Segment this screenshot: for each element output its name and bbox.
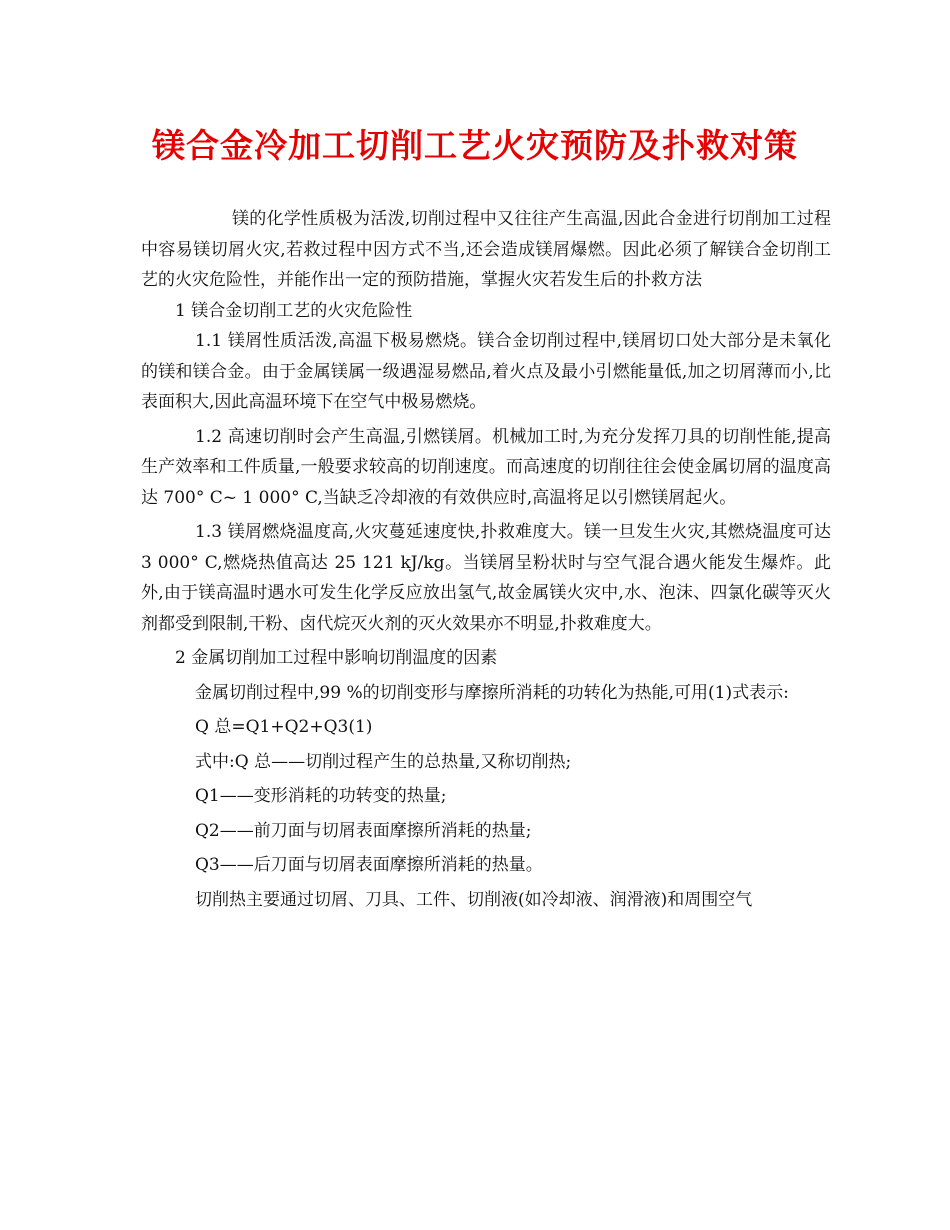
paragraph-1-1: 1.1 镁屑性质活泼,高温下极易燃烧。镁合金切削过程中,镁屑切口处大部分是未氧化的镁和镁合金。由于金属镁属一级遇湿易燃品,着火点及最小引燃能量低,加之切屑薄而小,比表面积大,因此高温环境下在空气中极易燃烧。 bbox=[141, 331, 831, 412]
formula-line: Q 总=Q1+Q2+Q3(1) bbox=[195, 717, 373, 737]
formula-q1: Q1——变形消耗的功转变的热量; bbox=[195, 786, 447, 806]
paragraph-1-3: 1.3 镁屑燃烧温度高,火灾蔓延速度快,扑救难度大。镁一旦发生火灾,其燃烧温度可达 3 000° C,燃烧热值高达 25 121 kJ/kg。当镁屑呈粉状时与空气混合遇火能发生爆炸。此外,由于镁高温时遇水可发生化学反应放出氢气,故金属镁火灾中,水、泡沫、四氯化碳等灭火剂都受到限制,干粉、卤代烷灭火剂的灭火效果亦不明显,扑救难度大。 bbox=[141, 522, 831, 634]
paragraph-2-intro: 金属切削过程中,99 %的切削变形与摩擦所消耗的功转化为热能,可用(1)式表示: bbox=[195, 682, 789, 703]
formula-q2: Q2——前刀面与切屑表面摩擦所消耗的热量; bbox=[195, 820, 532, 841]
formula-q3: Q3——后刀面与切屑表面摩擦所消耗的热量。 bbox=[195, 855, 543, 875]
paragraph-cutting-heat: 切削热主要通过切屑、刀具、工件、切削液(如冷却液、润滑液)和周围空气 bbox=[195, 889, 753, 910]
document-title: 镁合金冷加工切削工艺火灾预防及扑救对策 bbox=[152, 126, 798, 165]
section-heading-1: 1 镁合金切削工艺的火灾危险性 bbox=[175, 300, 413, 321]
paragraph-1-2: 1.2 高速切削时会产生高温,引燃镁屑。机械加工时,为充分发挥刀具的切削性能,提高生产效率和工件质量,一般要求较高的切削速度。而高速度的切削往往会使金属切屑的温度高达 700° C~ 1 000° C,当缺乏冷却液的有效供应时,高温将足以引燃镁屑起火。 bbox=[141, 426, 831, 508]
document-body bbox=[141, 204, 831, 915]
formula-definition: 式中:Q 总——切削过程产生的总热量,又称切削热; bbox=[195, 751, 572, 772]
section-heading-2: 2 金属切削加工过程中影响切削温度的因素 bbox=[175, 648, 498, 668]
intro-paragraph: 镁的化学性质极为活泼,切削过程中又往往产生高温,因此合金进行切削加工过程中容易镁切屑火灾,若救过程中因方式不当,还会造成镁屑爆燃。因此必须了解镁合金切削工艺的火灾危险性，并能作出一定的预防措施，掌握火灾若发生后的扑救方法 bbox=[141, 209, 831, 290]
